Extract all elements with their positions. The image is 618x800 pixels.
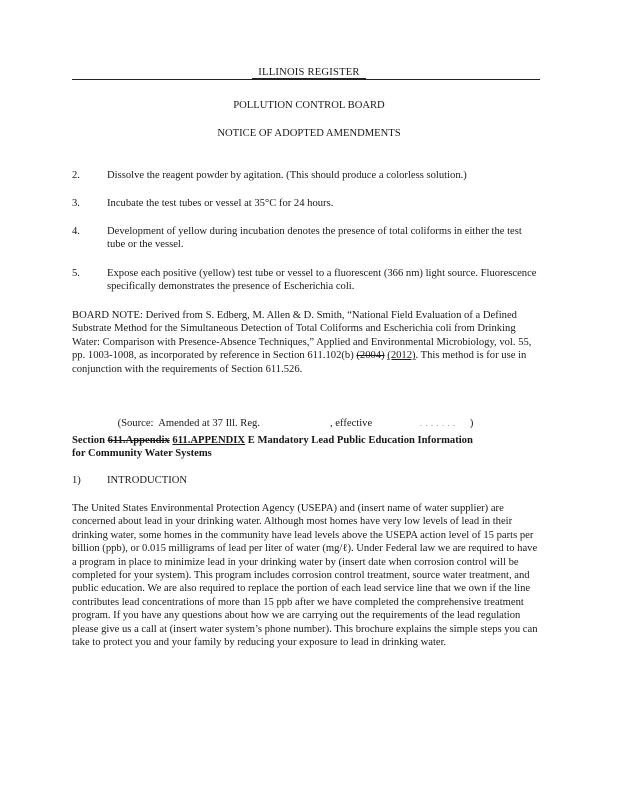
step-text: Dissolve the reagent powder by agitation. (This should produce a colorless solution.) <box>107 170 467 181</box>
section-heading <box>72 434 542 461</box>
section-title-line1: E Mandatory Lead Public Education Information <box>245 435 473 446</box>
intro-paragraph: The United States Environmental Protection Agency (USEPA) and (insert name of water supplier) are concerned about lead in your drinking water. Although most homes have very low levels of lead in their drinking water, some homes in the community have lead levels above the USEPA action level of 15 parts per billion (ppb), or 0.015 milligrams of lead per liter of water (mg/ℓ). Under Federal law we are required to have a program in place to minimize lead in your drinking water by (insert date when corrosion control will be completed for your system). This program includes corrosion control treatment, source water treatment, and public education. We are also required to replace the portion of each lead service line that we own if the line contributes lead concentrations of more than 15 ppb after we have completed the comprehensive treatment program. If you have any questions about how we are carrying out the requirements of the lead regulation please give us a call at (insert water system’s phone number). This brochure explains the simple steps you can take to protect you and your family by reducing your exposure to lead in drinking water. <box>72 503 538 649</box>
struck-year: (2004) <box>356 350 385 362</box>
step-number: 2. <box>72 170 80 181</box>
step-2 <box>72 169 540 182</box>
section-title-line2: for Community Water Systems <box>72 448 212 460</box>
step-number: 4. <box>72 226 80 237</box>
source-prefix: (Source: Amended at 37 Ill. Reg. <box>117 418 260 430</box>
notice-title: NOTICE OF ADOPTED AMENDMENTS <box>217 128 401 139</box>
section-label: Section <box>72 435 108 446</box>
board-note <box>72 309 542 376</box>
intro-number: 1) <box>72 475 81 486</box>
section-inserted: 611.APPENDIX <box>172 435 246 446</box>
register-title-text: ILLINOIS REGISTER <box>252 67 365 79</box>
intro-heading <box>72 474 540 487</box>
source-effective: , effective <box>330 418 373 430</box>
source-dots: . . . . . . . <box>420 420 456 429</box>
board-note-text: BOARD NOTE: Derived from S. Edberg, M. Allen & D. Smith, “National Field Evaluation of a Defined Substrate Method for the Simultaneous Detection of Total Coliforms and Escherichia coli from Drinking Water: Comparison with Presence-Absence Techniques,” Applied and Environmental Microbiology, vol. 55, pp. 1003-1008, as incorporated by reference in Section 611.102(b) <box>72 310 532 362</box>
header-rule <box>72 79 540 80</box>
board-title: POLLUTION CONTROL BOARD <box>233 100 385 111</box>
step-4 <box>72 225 540 252</box>
step-text: Development of yellow during incubation denotes the presence of total coliforms in either the test tube or the vessel. <box>107 226 522 251</box>
intro-title: INTRODUCTION <box>107 475 188 486</box>
step-5 <box>72 267 540 294</box>
board-note-suffix: . This method is for use in conjunction with the requirements of Section 611.526. <box>72 350 527 375</box>
step-text: Incubate the test tubes or vessel at 35°C for 24 hours. <box>107 198 334 209</box>
step-number: 5. <box>72 268 80 279</box>
inserted-year: (2012) <box>387 350 416 362</box>
step-number: 3. <box>72 198 80 209</box>
step-3 <box>72 197 540 210</box>
source-close: ) <box>469 418 474 430</box>
section-struck: 611.Appendix <box>107 435 170 446</box>
step-text: Expose each positive (yellow) test tube or vessel to a fluorescent (366 nm) light source. Fluorescence specifically demonstrates the presence of Escherichia coli. <box>107 268 537 293</box>
register-title <box>0 66 618 79</box>
